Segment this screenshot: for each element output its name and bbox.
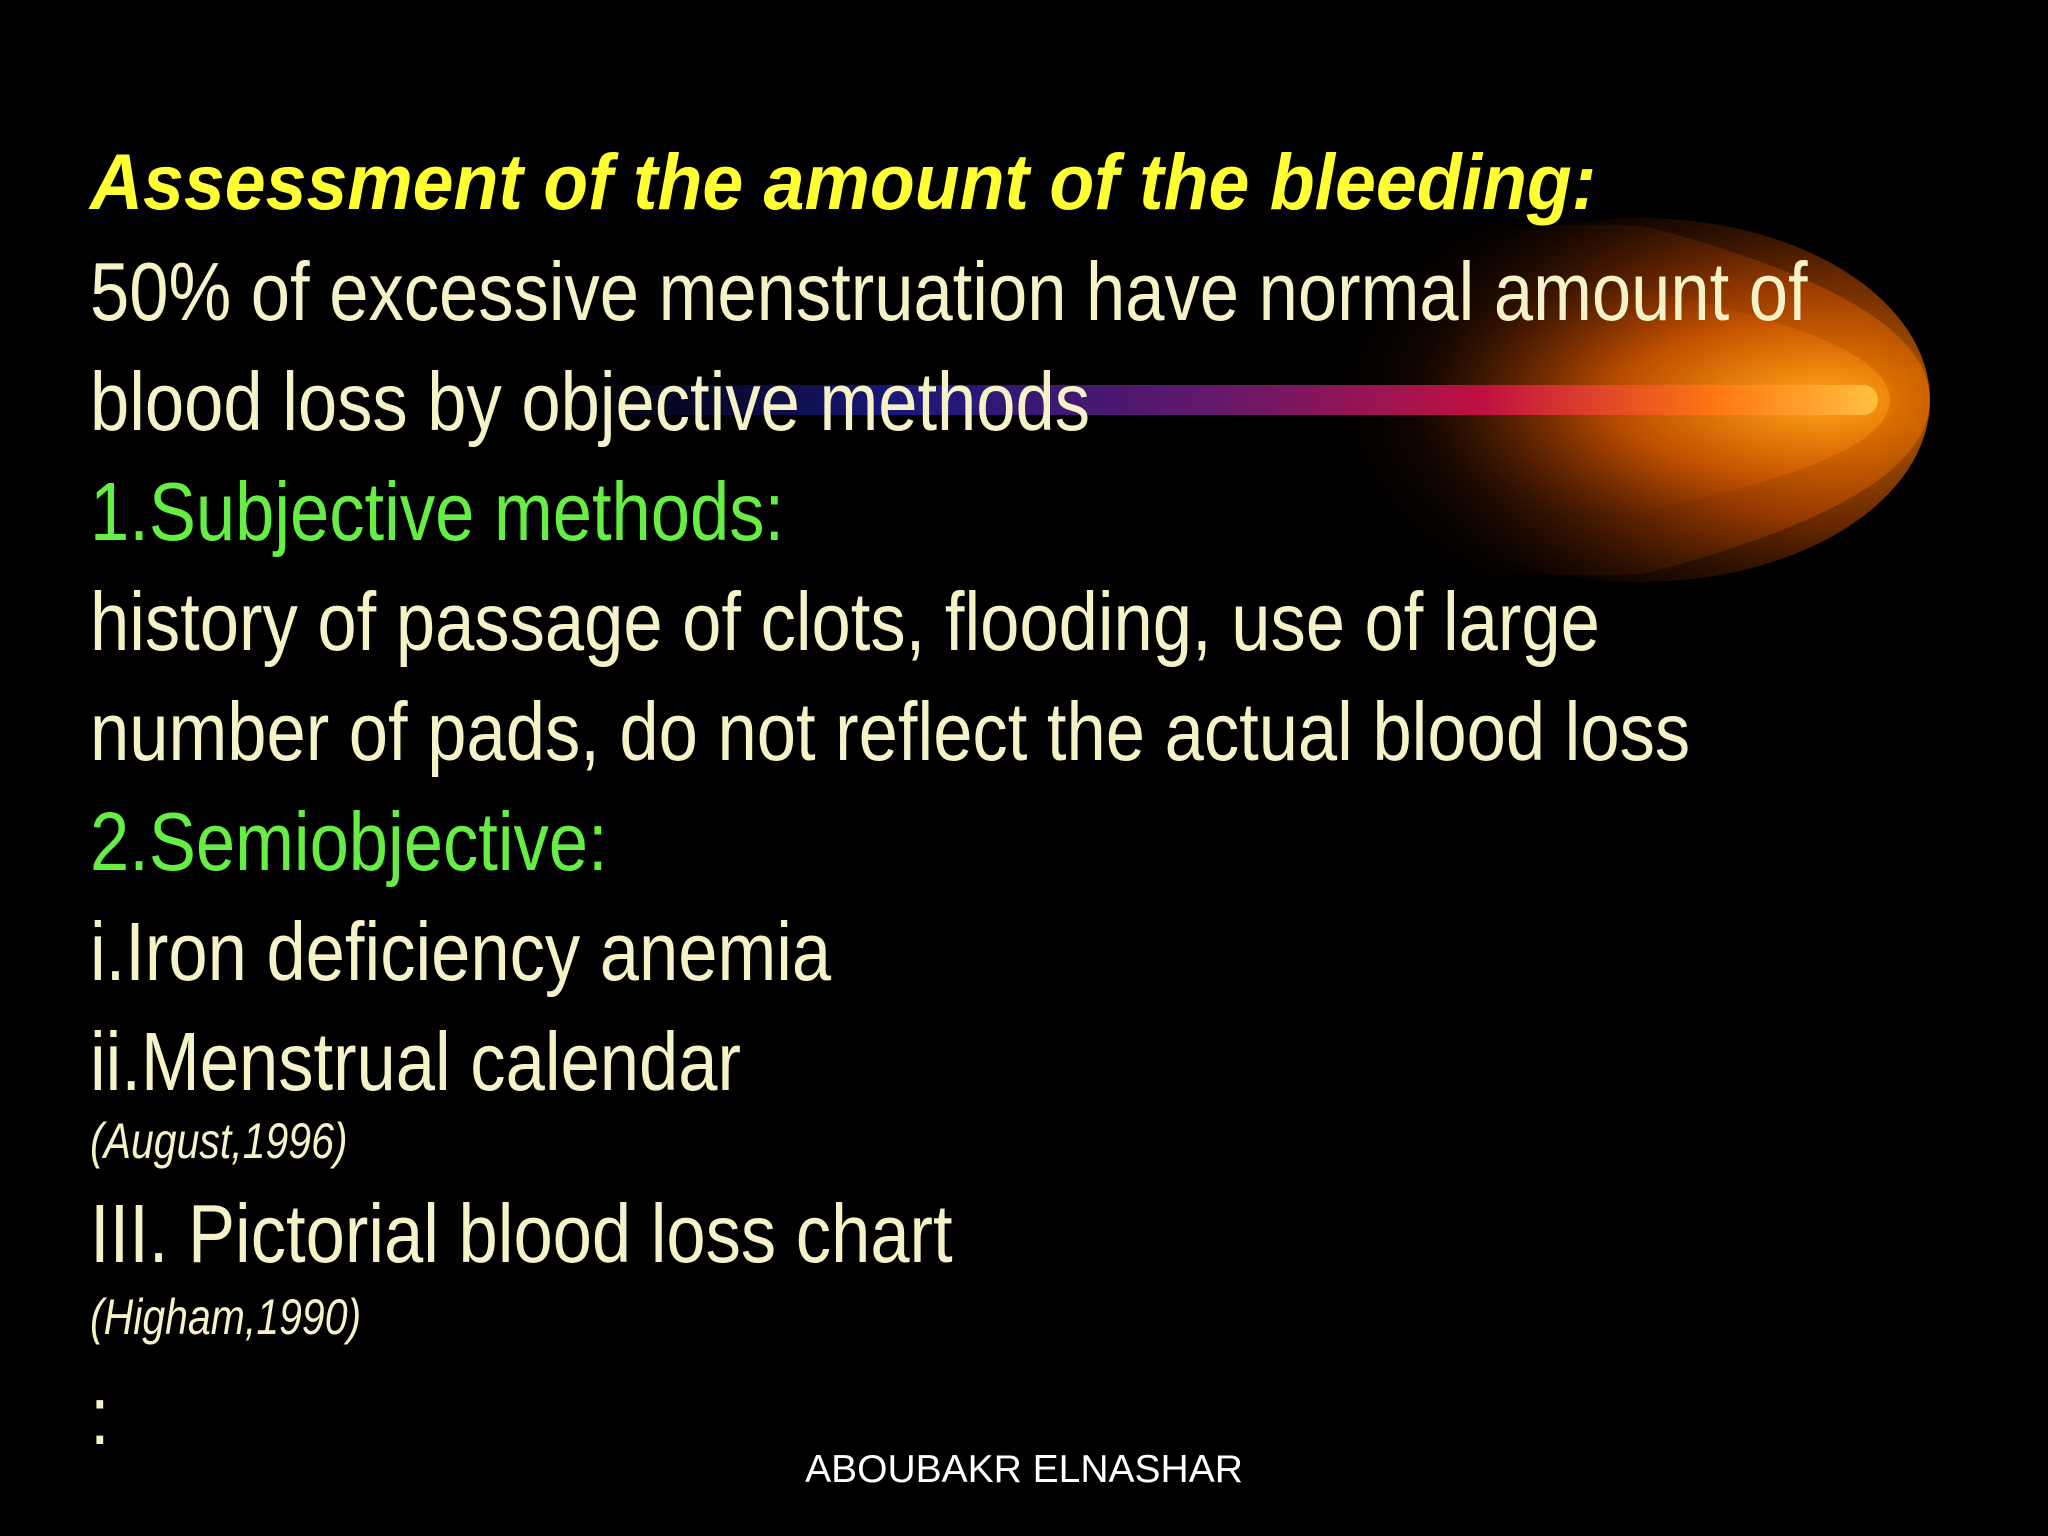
- slide-heading: Assessment of the amount of the bleeding:: [90, 137, 1597, 226]
- list-item: ii.Menstrual calendar: [90, 1015, 741, 1108]
- list-item: III. Pictorial blood loss chart: [90, 1187, 953, 1280]
- body-line: blood loss by objective methods: [90, 355, 1091, 448]
- citation: (August,1996): [90, 1113, 348, 1169]
- subheading-semiobjective: 2.Semiobjective:: [90, 795, 608, 888]
- subheading-subjective: 1.Subjective methods:: [90, 465, 785, 558]
- body-line: 50% of excessive menstruation have normal amount of: [90, 245, 1808, 338]
- body-line: number of pads, do not reflect the actual blood loss: [90, 685, 1691, 778]
- trailing-colon: :: [90, 1369, 110, 1462]
- list-item: i.Iron deficiency anemia: [90, 905, 832, 998]
- author-footer: ABOUBAKR ELNASHAR: [805, 1448, 1243, 1491]
- citation: (Higham,1990): [90, 1289, 362, 1345]
- body-line: history of passage of clots, flooding, use of large: [90, 575, 1600, 668]
